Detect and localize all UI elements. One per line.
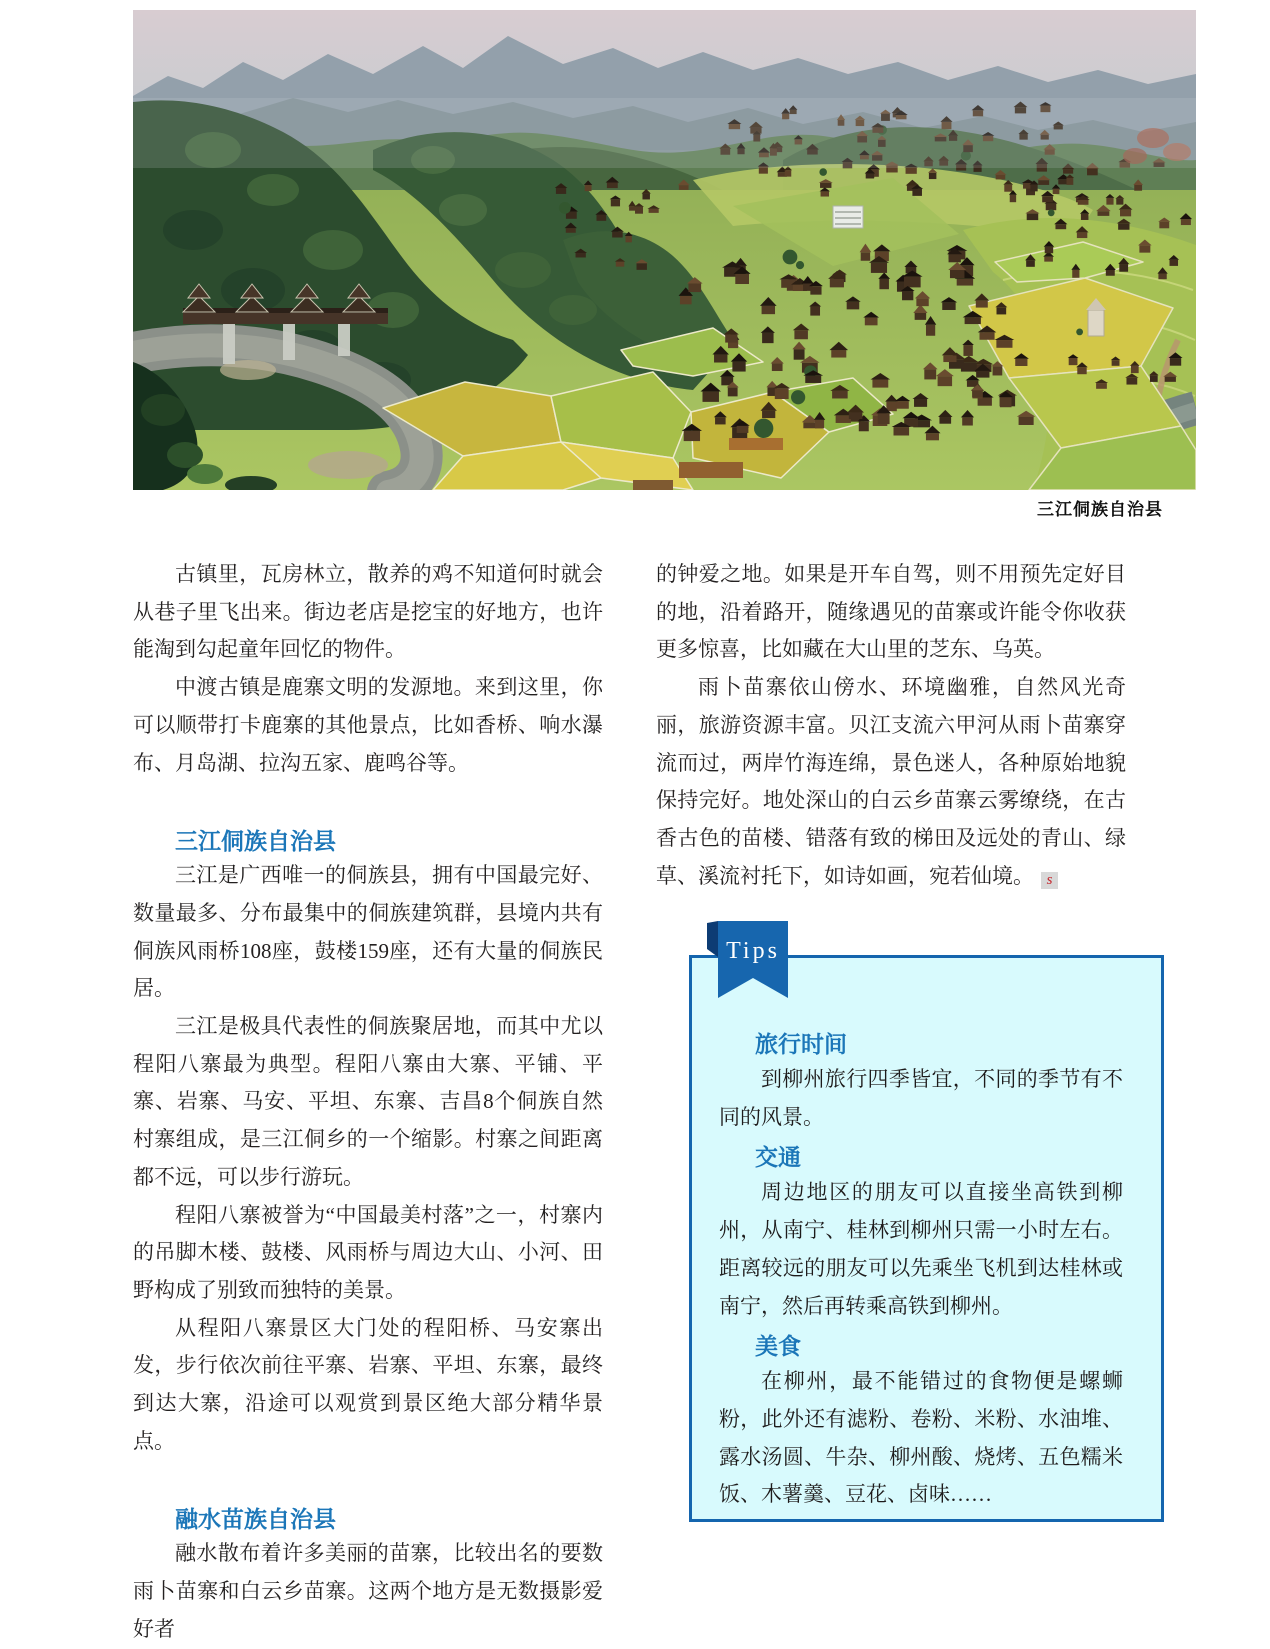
tips-paragraph: 到柳州旅行四季皆宜，不同的季节有不同的风景。 xyxy=(719,1067,1123,1129)
photo-caption: 三江侗族自治县 xyxy=(1037,500,1163,519)
article-paragraph: 的钟爱之地。如果是开车自驾，则不用预先定好目的地，沿着路开，随缘遇见的苗寨或许能令你收获更多惊喜，比如藏在大山里的芝东、乌英。 xyxy=(656,562,1126,662)
article-left-column xyxy=(133,556,603,1649)
article-paragraph: 从程阳八寨景区大门处的程阳桥、马安寨出发，步行依次前往平寨、岩寨、平坦、东寨，最终到达大寨，沿途可以观赏到景区绝大部分精华景点。 xyxy=(133,1315,603,1453)
hero-photo xyxy=(133,10,1196,490)
tips-box xyxy=(689,955,1164,1522)
tips-paragraph: 在柳州，最不能错过的食物便是螺蛳粉，此外还有滤粉、卷粉、米粉、水油堆、露水汤圆、牛杂、柳州酸、烧烤、五色糯米饭、木薯羹、豆花、卤味…… xyxy=(719,1369,1123,1507)
article-paragraph: 中渡古镇是鹿寨文明的发源地。来到这里，你可以顺带打卡鹿寨的其他景点，比如香桥、响水瀑布、月岛湖、拉沟五家、鹿鸣谷等。 xyxy=(133,675,603,775)
ribbon-fold xyxy=(707,921,718,957)
article-right-column xyxy=(656,556,1126,895)
article-paragraph: 三江是广西唯一的侗族县，拥有中国最完好、数量最多、分布最集中的侗族建筑群，县境内共有侗族风雨桥108座，鼓楼159座，还有大量的侗族民居。 xyxy=(133,863,603,1001)
tips-ribbon xyxy=(703,921,788,998)
ribbon-label: Tips xyxy=(726,938,780,964)
tips-heading-travel-time: 旅行时间 xyxy=(755,1031,847,1057)
section-heading-sanjiang: 三江侗族自治县 xyxy=(175,828,336,855)
white-building xyxy=(833,206,863,228)
article-paragraph: 古镇里，瓦房林立，散养的鸡不知道何时就会从巷子里飞出来。街边老店是挖宝的好地方，也许能淘到勾起童年回忆的物件。 xyxy=(133,562,603,662)
article-paragraph: 三江是极具代表性的侗族聚居地，而其中尤以程阳八寨最为典型。程阳八寨由大寨、平铺、平寨、岩寨、马安、平坦、东寨、吉昌8个侗族自然村寨组成，是三江侗乡的一个缩影。村寨之间距离都不远，可以步行游玩。 xyxy=(133,1014,603,1189)
article-paragraph: 程阳八寨被誉为“中国最美村落”之一，村寨内的吊脚木楼、鼓楼、风雨桥与周边大山、小河、田野构成了别致而独特的美景。 xyxy=(133,1202,603,1302)
tips-heading-food: 美食 xyxy=(755,1333,801,1360)
tips-heading-transport: 交通 xyxy=(755,1144,801,1171)
haze-overlay xyxy=(133,98,1196,168)
article-paragraph xyxy=(656,669,1126,895)
tips-paragraph: 周边地区的朋友可以直接坐高铁到柳州，从南宁、桂林到柳州只需一小时左右。距离较远的朋友可以先乘坐飞机到达桂林或南宁，然后再转乘高铁到柳州。 xyxy=(719,1180,1123,1318)
article-paragraph-text: 雨卜苗寨依山傍水、环境幽雅，自然风光奇丽，旅游资源丰富。贝江支流六甲河从雨卜苗寨穿流而过，两岸竹海连绵，景色迷人，各种原始地貌保持完好。地处深山的白云乡苗寨云雾缭绕，在古香古色的苗楼、错落有致的梯田及远处的青山、绿草、溪流衬托下，如诗如画，宛若仙境。 xyxy=(656,675,1126,888)
section-heading-rongshui: 融水苗族自治县 xyxy=(175,1506,336,1533)
hero-photo-illustration xyxy=(133,10,1196,490)
end-of-article-mark: s xyxy=(1041,872,1058,889)
article-paragraph: 融水散布着许多美丽的苗寨，比较出名的要数雨卜苗寨和白云乡苗寨。这两个地方是无数摄影爱好者 xyxy=(133,1541,603,1641)
